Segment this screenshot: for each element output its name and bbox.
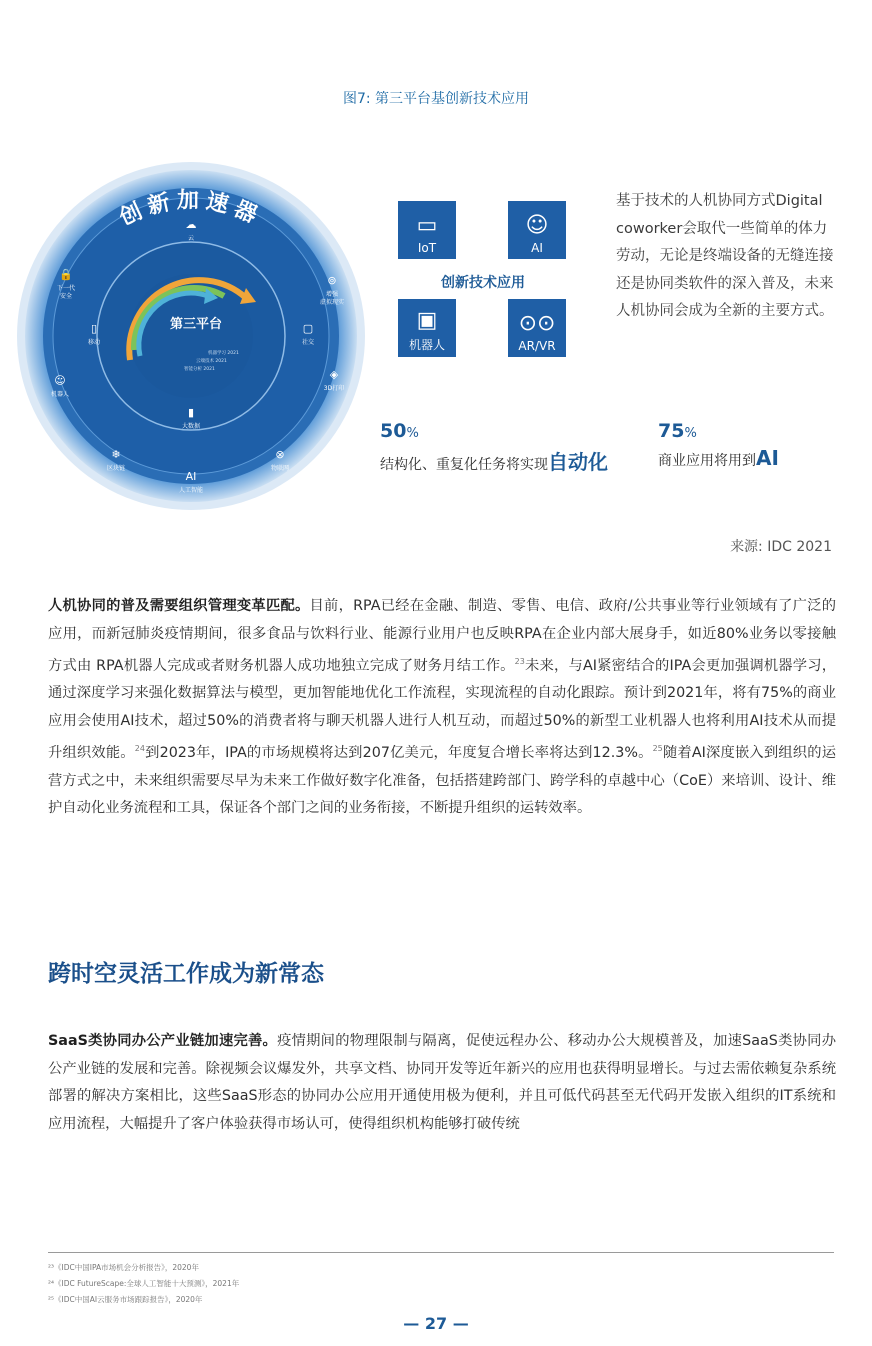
stat-75-number: 75 <box>658 420 685 442</box>
page-number: — 27 — <box>403 1314 469 1333</box>
ring-item-label: 云 <box>187 235 195 242</box>
mobile-icon: ▯ <box>90 322 98 335</box>
ring-item-label: 区块链 <box>106 465 126 472</box>
ring-item-2 <box>302 322 314 346</box>
stat-50-number: 50 <box>380 420 407 442</box>
innovation-accelerator-diagram <box>10 160 372 512</box>
blockchain-icon: ❄ <box>111 448 121 461</box>
stat-75-emph: AI <box>756 446 779 470</box>
core-small-1: 机器学习 2021 <box>208 351 239 356</box>
footnote-25: ²⁵《IDC中国AI云服务市场跟踪报告》，2020年 <box>48 1295 203 1304</box>
figure-source: 来源: IDC 2021 <box>730 539 832 555</box>
stat-75-unit: % <box>684 426 697 441</box>
tile-ai <box>508 201 566 259</box>
core-small-2: 云端技术 2021 <box>196 359 227 364</box>
ring-item-label: 下一代 <box>56 285 76 292</box>
paragraph-1-lead: 人机协同的普及需要组织管理变革匹配。 <box>48 598 310 614</box>
section-heading: 跨时空灵活工作成为新常态 <box>48 961 324 987</box>
stat-50-desc: 结构化、重复化任务将实现 <box>380 457 548 473</box>
core-label: 第三平台 <box>169 317 223 332</box>
stat-50-unit: % <box>406 426 419 441</box>
paragraph-human-machine <box>48 593 836 823</box>
ring-item-label: 物联网 <box>270 465 290 472</box>
core-small-3: 智能分析 2021 <box>184 367 215 372</box>
ai-head-icon: ☺ <box>525 213 549 238</box>
tile-robot <box>398 299 456 357</box>
robot-icon: ☺ <box>54 374 66 387</box>
iot-monitor-icon: ▭ <box>416 213 438 238</box>
outer-ring-title: 创新加速器 <box>115 188 267 231</box>
paragraph-1-a: 目前，RPA已经在金融、制造、零售、电信、政府/公共事业等行业领域有了广泛的应用，而新冠肺炎疫情期间，很多食品与饮料行业、能源行业用户也反映RPA在企业内部大展身手，如近80%业务以零接触方式由 RPA机器人完成或者财务机器人成功地独立完成了财务月结工作。 <box>48 598 837 674</box>
tile-arvr <box>508 299 566 357</box>
paragraph-saas <box>48 1028 836 1138</box>
figure-side-text: 基于技术的人机协同方式Digital coworker会取代一些简单的体力劳动，无论是终端设备的无缝连接还是协同类软件的深入普及，未来人机协同会成为全新的主要方式。 <box>616 193 834 319</box>
footnote-ref-23: 23 <box>514 657 525 666</box>
vr-glasses-icon: ⊙⊙ <box>518 311 556 336</box>
tile-iot <box>398 201 456 259</box>
lock-icon: 🔒 <box>59 268 73 281</box>
stat-75-desc: 商业应用将用到 <box>658 453 756 469</box>
paragraph-1-b: 未来，与AI紧密结合的IPA会更加强调机器学习，通过深度学习来强化数据算法与模型，更加智能地优化工作流程，实现流程的自动化跟踪。预计到2021年，将有75%的商业应用会使用AI技术，超过50%的消费者将与聊天机器人进行人机互动，而超过50%的新型工业机器人也将利用AI技术从而提升组织效能。 <box>48 657 836 762</box>
figure-title: 图7: 第三平台基创新技术应用 <box>342 91 530 107</box>
footnote-ref-25: 25 <box>652 744 663 754</box>
ring-item-label: 机器人 <box>50 391 70 398</box>
paragraph-2-text: 疫情期间的物理限制与隔离，促使远程办公、移动办公大规模普及，加速SaaS类协同办公产业链的发展和完善。除视频会议爆发外，共享文档、协同开发等近年新兴的应用也获得明显增长。与过去需依赖复杂系统部署的解决方案相比，这些SaaS形态的协同办公应用开通使用极为便利，并且可低代码甚至无代码开发嵌入组织的IT系统和应用流程，大幅提升了客户体验获得市场认可，使得组织机构能够打破传统 <box>48 1033 836 1132</box>
tile-ai-label: AI <box>531 241 543 255</box>
ring-item-label: 社交 <box>301 339 315 346</box>
robot-icon: ▣ <box>416 308 438 333</box>
cloud-icon: ☁ <box>185 218 197 231</box>
stat-50 <box>380 420 608 475</box>
paragraph-1-d: 随着AI深度嵌入到组织的运营方式之中，未来组织需要尽早为未来工作做好数字化准备，包括搭建跨部门、跨学科的卓越中心（CoE）来培训、设计、维护自动化业务流程和工具，保证各个部门之间的业务衔接，不断提升组织的运转效率。 <box>48 745 837 817</box>
ring-item-label: 3D打印 <box>323 385 345 392</box>
ring-item-label: 安全 <box>59 293 73 300</box>
ring-item-label: 虚拟现实 <box>319 299 345 306</box>
ai-icon: AI <box>185 470 197 483</box>
footnote-23: ²³《IDC中国IPA市场机会分析报告》，2020年 <box>48 1263 199 1272</box>
chat-icon: ▢ <box>302 322 314 335</box>
tile-iot-label: IoT <box>417 241 437 255</box>
ring-item-label: 人工智能 <box>178 487 204 494</box>
paragraph-2-lead: SaaS类协同办公产业链加速完善。 <box>48 1033 278 1049</box>
stat-50-emph: 自动化 <box>548 450 608 474</box>
iot-icon: ⊗ <box>275 448 285 461</box>
ring-item-label: 增强 <box>325 291 339 298</box>
3d-print-icon: ◈ <box>329 368 339 381</box>
tile-arvr-label: AR/VR <box>518 339 556 353</box>
tile-robot-label: 机器人 <box>408 338 445 352</box>
footnote-ref-24: 24 <box>134 744 145 754</box>
footnote-24: ²⁴《IDC FutureScape:全球人工智能十大预测》，2021年 <box>48 1279 240 1288</box>
tiles-center-label: 创新技术应用 <box>441 275 525 291</box>
paragraph-1-c: 到2023年，IPA的市场规模将达到207亿美元，年度复合增长率将达到12.3%。 <box>144 745 653 762</box>
bar-chart-icon: ▮ <box>187 406 195 419</box>
stat-75 <box>658 420 779 470</box>
ring-item-label: 大数据 <box>181 423 201 430</box>
footnote-divider <box>48 1252 834 1253</box>
vr-headset-icon: ⊚ <box>327 274 337 287</box>
ring-item-label: 移动 <box>87 339 101 346</box>
